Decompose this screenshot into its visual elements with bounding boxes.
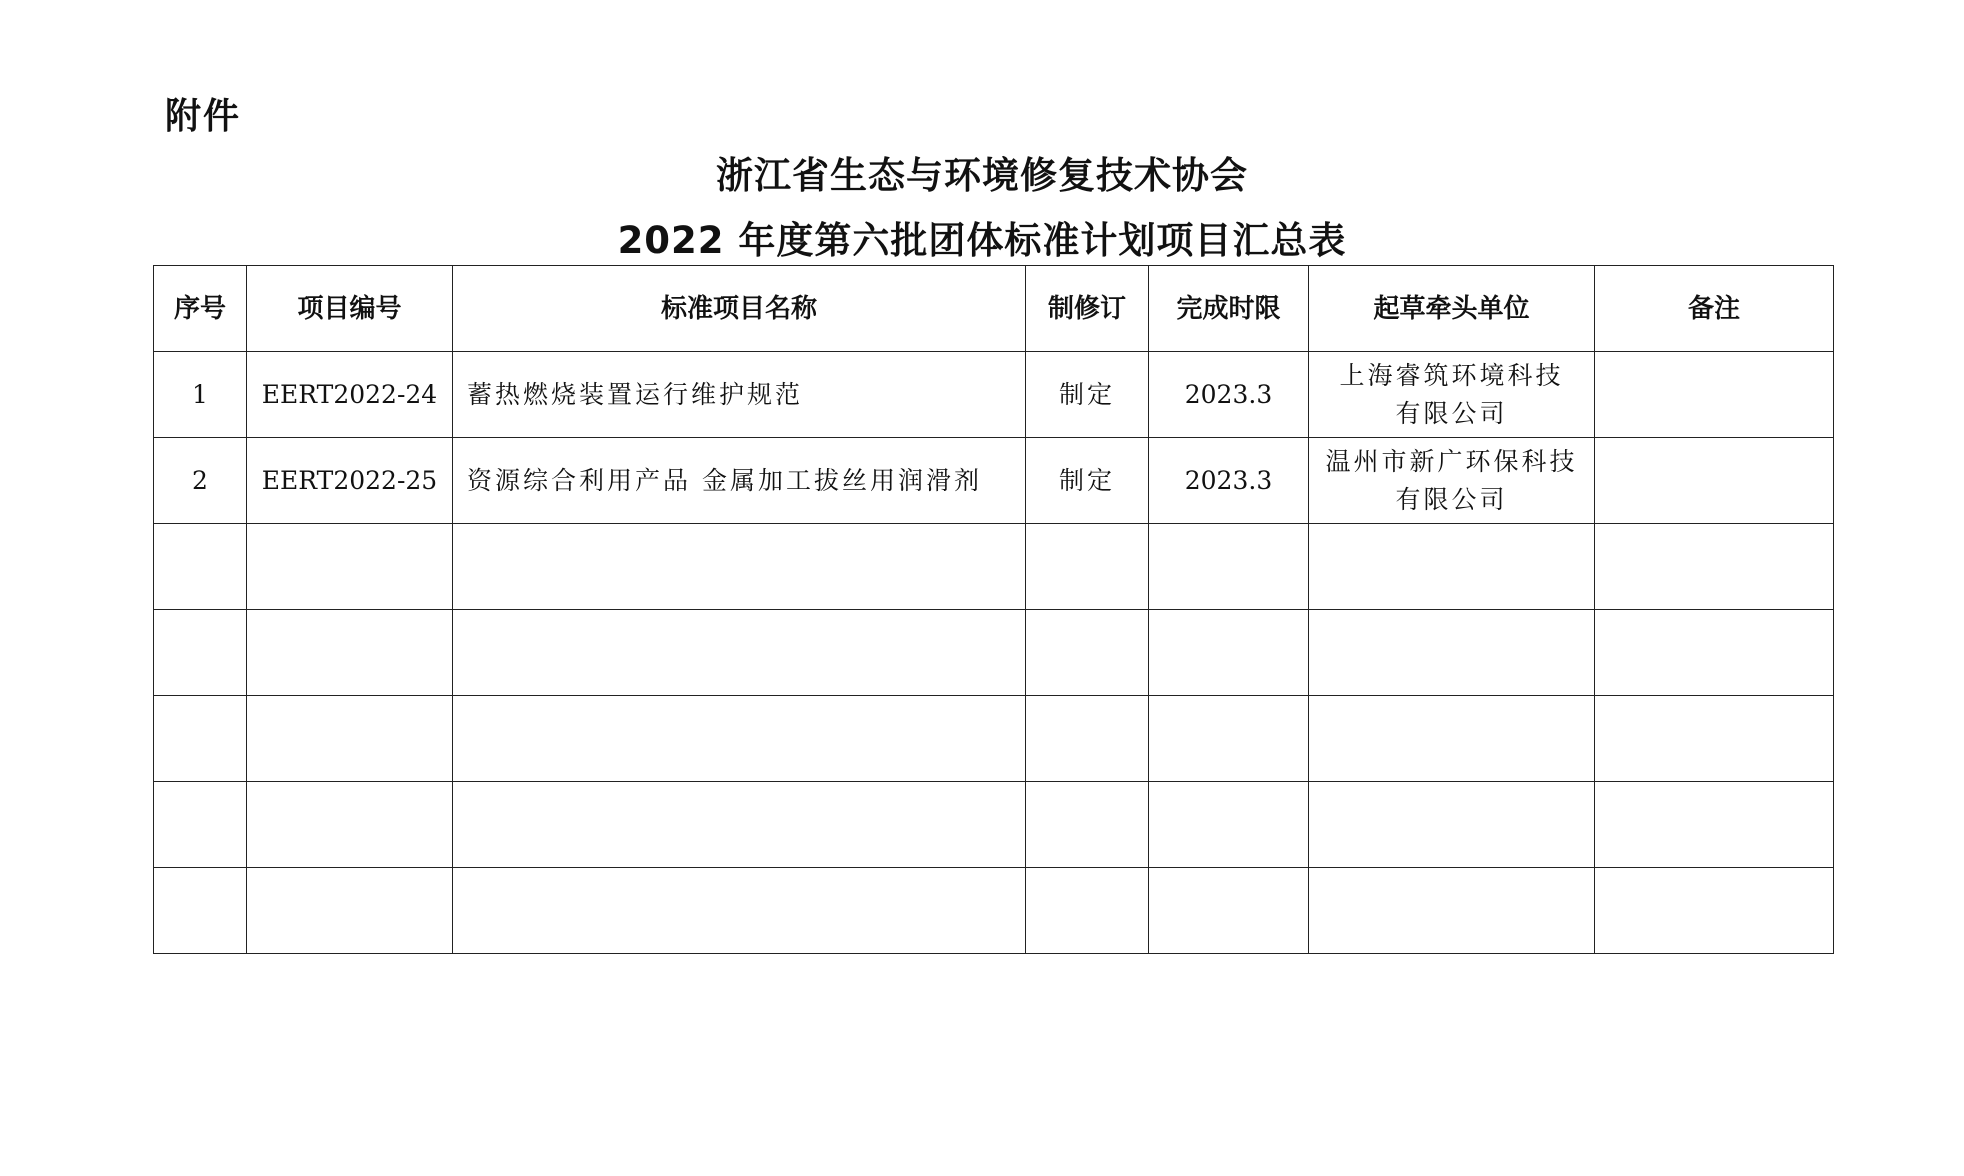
document-subtitle: 2022 年度第六批团体标准计划项目汇总表 (617, 219, 1347, 262)
empty-cell (1149, 524, 1309, 610)
empty-cell (1149, 782, 1309, 868)
empty-cell (453, 610, 1026, 696)
empty-cell (453, 782, 1026, 868)
cell-seq: 1 (154, 352, 247, 438)
empty-table-row (154, 610, 1834, 696)
header-seq: 序号 (154, 266, 247, 352)
empty-cell (1595, 610, 1834, 696)
document-title: 浙江省生态与环境修复技术协会 (716, 154, 1248, 197)
empty-cell (1026, 524, 1149, 610)
empty-cell (1149, 696, 1309, 782)
org-line-1: 上海睿筑环境科技 (1339, 360, 1564, 390)
empty-cell (1595, 696, 1834, 782)
empty-cell (453, 524, 1026, 610)
table-row (154, 352, 1834, 438)
cell-name: 蓄热燃烧装置运行维护规范 (453, 352, 1026, 438)
empty-cell (1026, 696, 1149, 782)
cell-org (1309, 352, 1595, 438)
cell-deadline: 2023.3 (1149, 438, 1309, 524)
empty-table-row (154, 782, 1834, 868)
empty-table-row (154, 696, 1834, 782)
empty-cell (453, 868, 1026, 954)
empty-cell (1149, 610, 1309, 696)
empty-cell (247, 610, 453, 696)
empty-cell (154, 524, 247, 610)
empty-cell (154, 696, 247, 782)
empty-cell (154, 782, 247, 868)
attachment-label: 附件 (165, 96, 242, 137)
empty-cell (1026, 782, 1149, 868)
cell-org (1309, 438, 1595, 524)
cell-type: 制定 (1026, 438, 1149, 524)
empty-cell (247, 868, 453, 954)
empty-cell (247, 696, 453, 782)
cell-remark (1595, 438, 1834, 524)
header-remark: 备注 (1595, 266, 1834, 352)
empty-cell (1026, 868, 1149, 954)
standards-plan-table (153, 265, 1834, 954)
empty-cell (1309, 868, 1595, 954)
table-row (154, 438, 1834, 524)
table-header-row (154, 266, 1834, 352)
empty-cell (1026, 610, 1149, 696)
org-line-2: 有限公司 (1395, 398, 1508, 428)
cell-seq: 2 (154, 438, 247, 524)
empty-table-row (154, 868, 1834, 954)
header-name: 标准项目名称 (453, 266, 1026, 352)
empty-cell (1595, 782, 1834, 868)
header-org: 起草牵头单位 (1309, 266, 1595, 352)
cell-deadline: 2023.3 (1149, 352, 1309, 438)
empty-cell (247, 782, 453, 868)
cell-name: 资源综合利用产品 金属加工拔丝用润滑剂 (453, 438, 1026, 524)
empty-cell (1595, 524, 1834, 610)
empty-cell (154, 868, 247, 954)
empty-table-row (154, 524, 1834, 610)
org-line-2: 有限公司 (1395, 484, 1508, 514)
cell-code: EERT2022-24 (247, 352, 453, 438)
empty-cell (1309, 610, 1595, 696)
cell-type: 制定 (1026, 352, 1149, 438)
empty-cell (1149, 868, 1309, 954)
cell-remark (1595, 352, 1834, 438)
header-code: 项目编号 (247, 266, 453, 352)
empty-cell (1595, 868, 1834, 954)
empty-cell (154, 610, 247, 696)
empty-cell (247, 524, 453, 610)
empty-cell (1309, 524, 1595, 610)
empty-cell (1309, 782, 1595, 868)
header-type: 制修订 (1026, 266, 1149, 352)
header-deadline: 完成时限 (1149, 266, 1309, 352)
empty-cell (453, 696, 1026, 782)
org-line-1: 温州市新广环保科技 (1325, 446, 1578, 476)
cell-code: EERT2022-25 (247, 438, 453, 524)
empty-cell (1309, 696, 1595, 782)
